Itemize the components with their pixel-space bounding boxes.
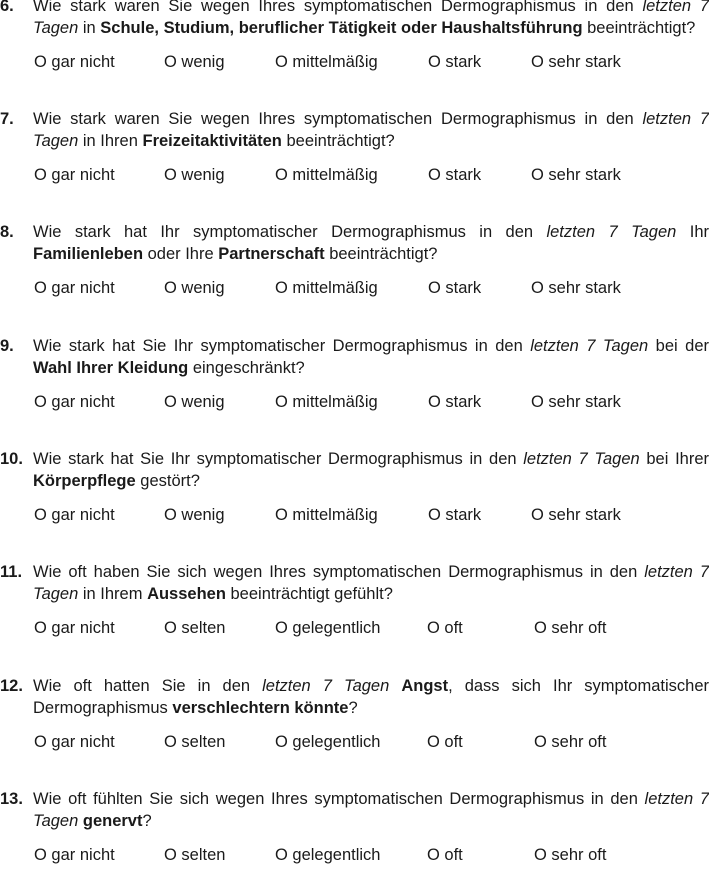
question-header (0, 108, 709, 152)
question-text-segment: ? (142, 812, 152, 830)
answer-option[interactable]: O sehr stark (531, 279, 621, 297)
question-number: 12. (0, 677, 23, 695)
question-text-segment: ? (348, 699, 358, 717)
answer-options (0, 51, 709, 73)
answer-option[interactable]: O sehr stark (531, 506, 621, 524)
question-text (33, 448, 709, 492)
emphasis-italic: letzten 7 Tagen (262, 677, 390, 695)
answer-option[interactable]: O gar nicht (34, 166, 115, 184)
question-header (0, 448, 709, 492)
answer-option[interactable]: O wenig (164, 393, 225, 411)
emphasis-bold: Wahl Ihrer Kleidung (33, 359, 189, 377)
answer-option[interactable]: O gar nicht (34, 53, 115, 71)
question-text-segment (389, 677, 401, 695)
answer-option[interactable]: O oft (427, 733, 463, 751)
question-text-segment: Ihr (676, 223, 709, 241)
answer-option[interactable]: O mittelmäßig (275, 53, 378, 71)
question-text (33, 0, 709, 39)
question-text-segment: bei Ihrer (639, 450, 709, 468)
question-text-segment: in Ihrem (78, 585, 148, 603)
answer-option[interactable]: O mittelmäßig (275, 166, 378, 184)
answer-option[interactable]: O mittelmäßig (275, 506, 378, 524)
emphasis-italic: letzten 7 Tagen (33, 790, 709, 830)
answer-option[interactable]: O wenig (164, 53, 225, 71)
question-text-segment: eingeschränkt? (188, 359, 305, 377)
question-text-segment: Wie oft haben Sie sich wegen Ihres symptomatischen Dermographismus in den (33, 563, 645, 581)
question-number: 10. (0, 450, 23, 468)
answer-option[interactable]: O mittelmäßig (275, 393, 378, 411)
answer-option[interactable]: O gar nicht (34, 279, 115, 297)
emphasis-italic: letzten 7 Tagen (530, 337, 649, 355)
answer-options (0, 164, 709, 186)
question-header (0, 335, 709, 379)
answer-option[interactable]: O stark (428, 53, 482, 71)
question-7 (0, 108, 709, 186)
question-number: 8. (0, 223, 14, 241)
question-9 (0, 335, 709, 413)
answer-option[interactable]: O gar nicht (34, 733, 115, 751)
question-text-segment: beeinträchtigt gefühlt? (225, 585, 393, 603)
question-header (0, 561, 709, 605)
question-8 (0, 221, 709, 299)
answer-option[interactable]: O gar nicht (34, 393, 115, 411)
answer-option[interactable]: O oft (427, 619, 463, 637)
answer-option[interactable]: O sehr oft (534, 733, 607, 751)
answer-options (0, 277, 709, 299)
question-header (0, 0, 709, 39)
question-text (33, 561, 709, 605)
answer-options (0, 617, 709, 639)
answer-option[interactable]: O gelegentlich (275, 846, 381, 864)
answer-option[interactable]: O mittelmäßig (275, 279, 378, 297)
question-text-segment: in (78, 19, 101, 37)
question-12 (0, 675, 709, 753)
answer-options (0, 391, 709, 413)
answer-options (0, 844, 709, 866)
emphasis-italic: letzten 7 Tagen (33, 0, 709, 37)
answer-option[interactable]: O sehr stark (531, 53, 621, 71)
question-number: 9. (0, 337, 14, 355)
question-text-segment: oder Ihre (143, 245, 219, 263)
emphasis-bold: Partnerschaft (218, 245, 325, 263)
answer-option[interactable]: O sehr stark (531, 393, 621, 411)
answer-options (0, 731, 709, 753)
question-number: 13. (0, 790, 23, 808)
question-text-segment: in Ihren (78, 132, 143, 150)
answer-option[interactable]: O sehr stark (531, 166, 621, 184)
answer-option[interactable]: O gelegentlich (275, 733, 381, 751)
emphasis-bold: Familienleben (33, 245, 144, 263)
answer-option[interactable]: O stark (428, 166, 482, 184)
answer-option[interactable]: O wenig (164, 506, 225, 524)
question-6 (0, 0, 709, 73)
answer-option[interactable]: O gar nicht (34, 506, 115, 524)
emphasis-italic: letzten 7 Tagen (523, 450, 640, 468)
answer-option[interactable]: O oft (427, 846, 463, 864)
question-text (33, 675, 709, 719)
question-text-segment: Wie stark waren Sie wegen Ihres symptomatischen Dermographismus in den (33, 0, 643, 15)
question-text-segment: gestört? (135, 472, 200, 490)
emphasis-bold: Körperpflege (33, 472, 136, 490)
answer-option[interactable]: O sehr oft (534, 846, 607, 864)
question-number: 7. (0, 110, 14, 128)
question-13 (0, 788, 709, 866)
answer-option[interactable]: O selten (164, 733, 226, 751)
emphasis-italic: letzten 7 Tagen (33, 110, 709, 150)
answer-option[interactable]: O gar nicht (34, 619, 115, 637)
emphasis-bold: Angst (401, 677, 449, 695)
question-text (33, 335, 709, 379)
question-text-segment: Wie stark hat Sie Ihr symptomatischer Dermographismus in den (33, 337, 531, 355)
question-text (33, 788, 709, 832)
answer-option[interactable]: O wenig (164, 279, 225, 297)
emphasis-bold: genervt (82, 812, 143, 830)
answer-option[interactable]: O stark (428, 506, 482, 524)
emphasis-bold: Aussehen (147, 585, 226, 603)
question-header (0, 675, 709, 719)
question-11 (0, 561, 709, 639)
answer-option[interactable]: O wenig (164, 166, 225, 184)
question-header (0, 221, 709, 265)
emphasis-italic: letzten 7 Tagen (546, 223, 677, 241)
question-number: 6. (0, 0, 14, 15)
question-text-segment: Wie stark hat Ihr symptomatischer Dermographismus in den (33, 223, 547, 241)
question-header (0, 788, 709, 832)
answer-option[interactable]: O gelegentlich (275, 619, 381, 637)
answer-options (0, 504, 709, 526)
question-text-segment: Wie oft hatten Sie in den (33, 677, 263, 695)
emphasis-bold: Schule, Studium, beruflicher Tätigkeit oder Haushaltsführung (100, 19, 583, 37)
emphasis-bold: verschlechtern könnte (172, 699, 349, 717)
question-text-segment: Wie oft fühlten Sie sich wegen Ihres symptomatischen Dermographismus in den (33, 790, 645, 808)
question-text-segment: beeinträchtigt? (582, 19, 696, 37)
question-number: 11. (0, 563, 23, 581)
answer-option[interactable]: O selten (164, 846, 226, 864)
question-text-segment: Wie stark waren Sie wegen Ihres symptomatischen Dermographismus in den (33, 110, 643, 128)
question-text-segment: Wie stark hat Sie Ihr symptomatischer Dermographismus in den (33, 450, 524, 468)
question-text (33, 221, 709, 265)
answer-option[interactable]: O sehr oft (534, 619, 607, 637)
emphasis-bold: Freizeitaktivitäten (142, 132, 282, 150)
answer-option[interactable]: O selten (164, 619, 226, 637)
emphasis-italic: letzten 7 Tagen (33, 563, 709, 603)
question-10 (0, 448, 709, 526)
question-text-segment: beeinträchtigt? (324, 245, 438, 263)
answer-option[interactable]: O gar nicht (34, 846, 115, 864)
answer-option[interactable]: O stark (428, 393, 482, 411)
question-text-segment: , dass sich Ihr symptomatischer Dermographismus (33, 677, 709, 717)
answer-option[interactable]: O stark (428, 279, 482, 297)
question-text (33, 108, 709, 152)
question-text-segment: beeinträchtigt? (281, 132, 395, 150)
question-text-segment: bei der (648, 337, 709, 355)
